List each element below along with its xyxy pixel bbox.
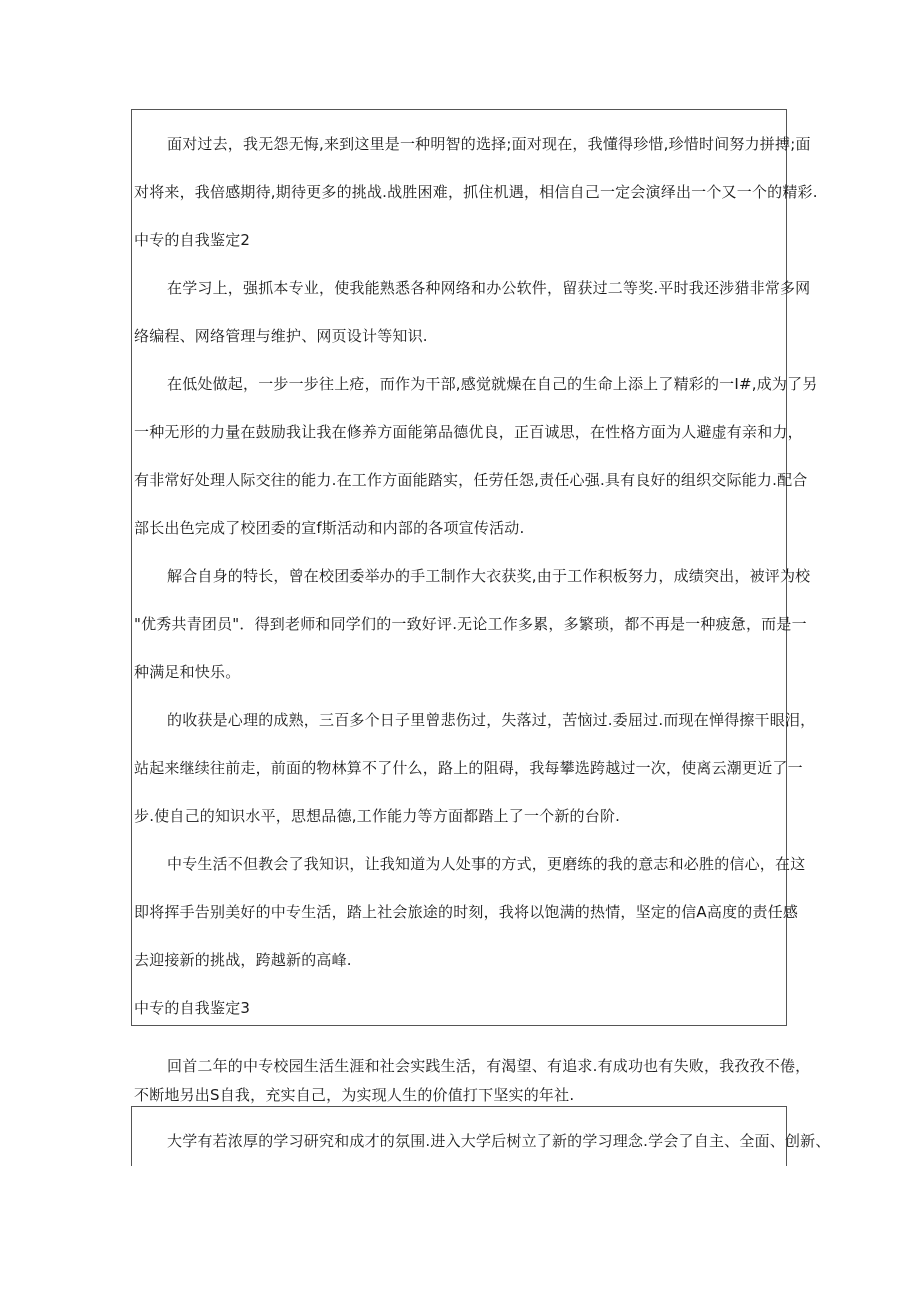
paragraph-line: 站起来继续往前走，前面的物林算不了什么，路上的阻碍，我每攀选跨越过一次，使离云潮更近了一	[134, 759, 803, 777]
paragraph-line: 步.使自己的知识水平，思想品德,工作能力等方面都踏上了一个新的台阶.	[134, 807, 621, 825]
paragraph-line: 络编程、网络管理与维护、网页设计等知识.	[134, 327, 428, 345]
paragraph-line: 面对过去，我无怨无悔,来到这里是一种明智的选择;面对现在，我懂得珍惜,珍惜时间努力拼搏;面	[167, 135, 811, 153]
paragraph-line: 部长出色完成了校团委的宣f斯活动和内部的各项宣传活动.	[134, 519, 525, 537]
paragraph-line: 中专生活不但教会了我知识，让我知道为人处事的方式，更磨练的我的意志和必胜的信心，在这	[167, 855, 806, 873]
section-heading-3: 中专的自我鉴定3	[134, 999, 251, 1017]
section-heading-2: 中专的自我鉴定2	[134, 231, 251, 249]
paragraph-line: 即将挥手告别美好的中专生活，踏上社会旅途的时刻，我将以饱满的热情，坚定的信A高度的责任感	[134, 903, 799, 921]
paragraph-line: 解合自身的特长，曾在校团委举办的手工制作大衣获奖,由于工作积板努力，成绩突出，被评为校	[167, 567, 811, 585]
paragraph-line: 的收获是心理的成熟，三百多个日子里曾悲伤过，失落过，苦恼过.委屈过.而现在惮得擦干眼泪，	[167, 711, 816, 729]
paragraph-line: 在学习上，强抓本专业，使我能熟悉各种网络和办公软件，留获过二等奖.平时我还涉猎非常多网	[167, 279, 811, 297]
paragraph-line: 一种无形的力量在鼓励我让我在修养方面能第品德优良，正百诚思，在性格方面为人避虚有亲和力，	[134, 423, 803, 441]
paragraph-line: 种满足和快乐。	[134, 663, 241, 681]
paragraph-line: 大学有若浓厚的学习研究和成才的氛围.进入大学后树立了新的学习理念.学会了自主、全面、创新、	[167, 1132, 831, 1150]
paragraph-line: 在低处做起，一步一步往上疮，而作为干部,感觉就燥在自己的生命上添上了精彩的一I#,成为了另	[167, 375, 818, 393]
paragraph-line: "优秀共青团员"．得到老师和同学们的一致好评.无论工作多累，多繁琐，都不再是一种疲惫，而是一	[134, 615, 807, 633]
paragraph-line: 回首二年的中专校园生活生涯和社会实践生活，有渴望、有追求.有成功也有失败，我孜孜不倦，	[167, 1057, 811, 1075]
paragraph-line: 不断地另出S自我，充实自己，为实现人生的价值打下坚实的年社.	[134, 1086, 575, 1104]
paragraph-line: 对将来，我倍感期待,期待更多的挑战.战胜困难，抓住机遇，相信自己一定会演绎出一个又一个的精彩.	[134, 183, 818, 201]
paragraph-line: 去迎接新的挑战，跨越新的高峰.	[134, 951, 352, 969]
paragraph-line: 有非常好处理人际交往的能力.在工作方面能踏实，任劳任怨,责任心强.具有良好的组织交际能力.配合	[134, 471, 808, 489]
